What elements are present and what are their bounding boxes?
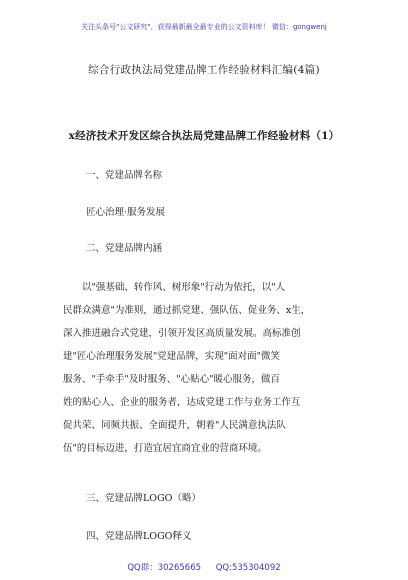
footer-qq-number: QQ:535304092 — [215, 563, 281, 573]
document-title: 综合行政执法局党建品牌工作经验材料汇编(4篇) — [88, 64, 320, 76]
body-line: 建"匠心治理服务发展"党建品牌，实现"面对面"微笑 — [63, 351, 280, 362]
footer-qq-group: QQ群：30265665 — [127, 563, 202, 573]
body-line: 服务、"手牵手"及时服务、"心贴心"暖心服务，做百 — [63, 374, 280, 385]
body-line: 深入推进融合式党建，引领开发区高质量发展。高标准创 — [63, 328, 301, 339]
body-line: 伍"的目标迈进，打造宜居宜商宜业的营商环境。 — [63, 443, 267, 454]
header-banner: 关注头条号"公文研究"，获得最新最全最专业的公文资料库！ 微信：gongwenj — [81, 23, 327, 31]
body-line: 促共荣、同频共振、全面提升，朝着"人民满意执法队 — [63, 420, 286, 431]
heading-brand-logo: 三、党建品牌LOGO（略） — [86, 493, 201, 504]
brand-name-text: 匠心治理·服务发展 — [86, 207, 166, 218]
body-line: 民群众满意"为准则，通过抓党建、强队伍、促业务、x生， — [63, 305, 311, 316]
body-line: 姓的贴心人、企业的服务者，达成党建工作与业务工作互 — [63, 397, 301, 408]
section-title: x经济技术开发区综合执法局党建品牌工作经验材料（1） — [68, 130, 340, 142]
body-paragraph — [63, 276, 363, 460]
body-line: 以"强基础、转作风、树形象"行动为依托，以"人 — [63, 282, 286, 293]
heading-brand-connotation: 二、党建品牌内涵 — [86, 243, 163, 254]
heading-brand-name: 一、党建品牌名称 — [86, 170, 163, 181]
heading-logo-meaning: 四、党建品牌LOGO释义 — [86, 531, 192, 542]
footer-contact — [0, 561, 408, 573]
